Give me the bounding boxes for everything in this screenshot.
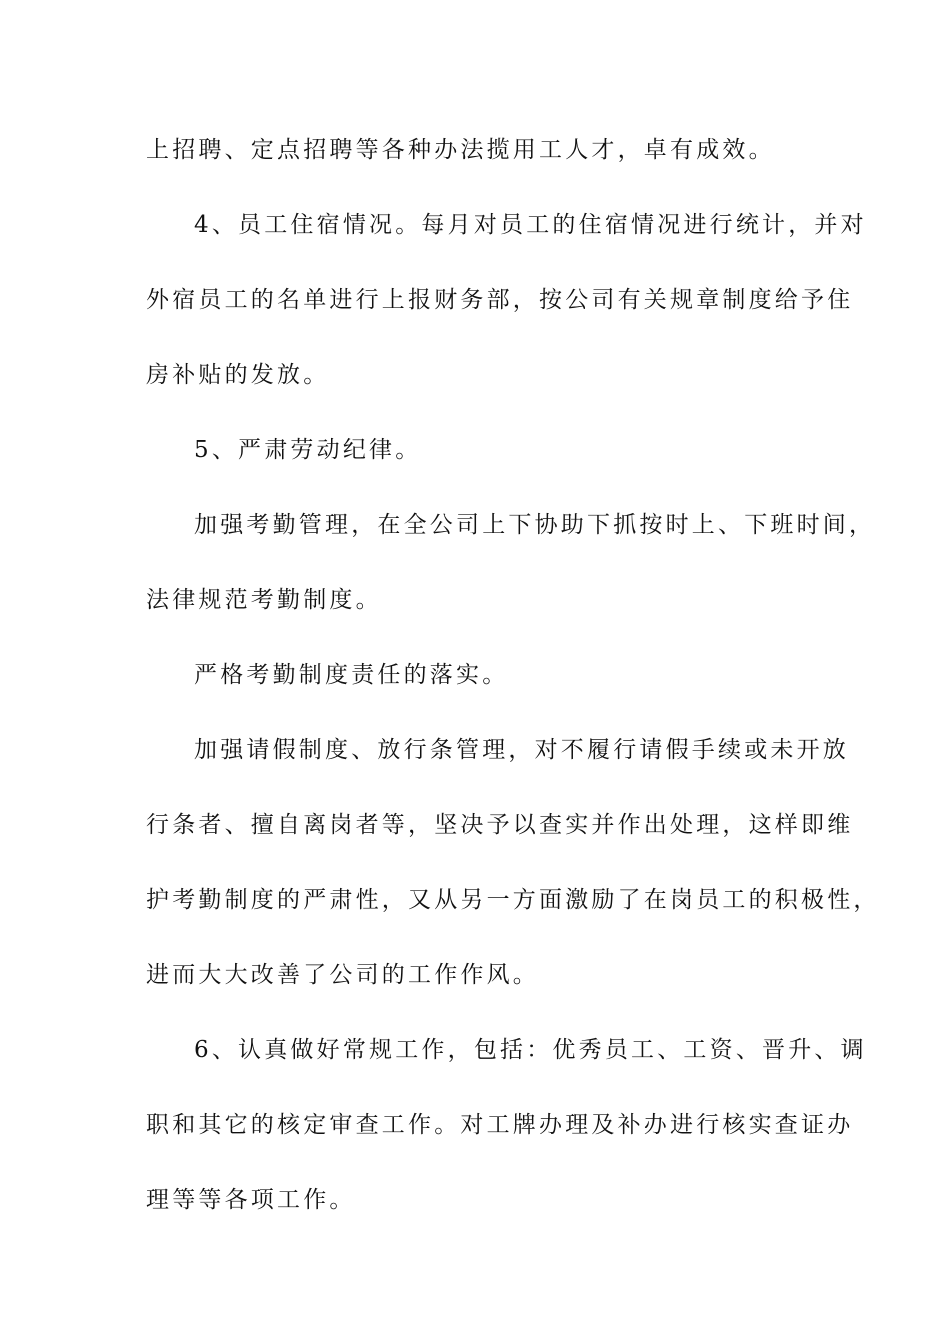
text-line-11: 护考勤制度的严肃性，又从另一方面激励了在岗员工的积极性， [146, 887, 880, 913]
text-line-15: 理等等各项工作。 [146, 1187, 356, 1213]
text-line-13: 6、认真做好常规工作，包括：优秀员工、工资、晋升、调 [194, 1037, 867, 1063]
text-line-2: 4、员工住宿情况。每月对员工的住宿情况进行统计，并对 [194, 212, 867, 238]
text-line-4: 房补贴的发放。 [146, 362, 330, 388]
text-line-10: 行条者、擅自离岗者等，坚决予以查实并作出处理，这样即维 [146, 812, 854, 838]
text-line-5: 5、严肃劳动纪律。 [194, 437, 422, 463]
text-line-7: 法律规范考勤制度。 [146, 587, 382, 613]
text-line-1: 上招聘、定点招聘等各种办法揽用工人才，卓有成效。 [146, 137, 775, 163]
text-line-14: 职和其它的核定审查工作。对工牌办理及补办进行核实查证办 [146, 1112, 854, 1138]
text-line-9: 加强请假制度、放行条管理，对不履行请假手续或未开放 [194, 737, 849, 763]
text-line-6: 加强考勤管理，在全公司上下协助下抓按时上、下班时间， [194, 512, 876, 538]
text-line-8: 严格考勤制度责任的落实。 [194, 662, 509, 688]
text-line-3: 外宿员工的名单进行上报财务部，按公司有关规章制度给予住 [146, 287, 854, 313]
text-line-12: 进而大大改善了公司的工作作风。 [146, 962, 539, 988]
